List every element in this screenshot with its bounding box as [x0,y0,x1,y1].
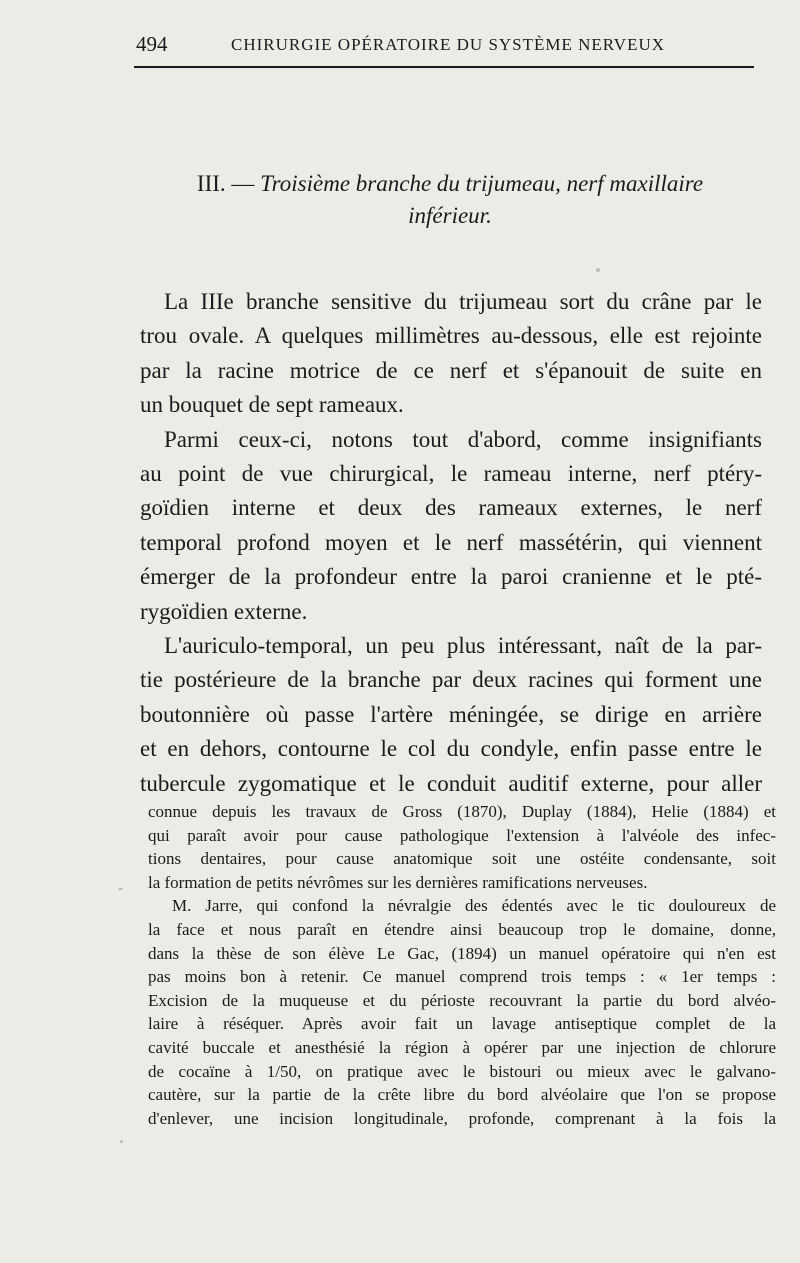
body-line: temporal profond moyen et le nerf massétérin, qui viennent [140,529,762,555]
header-rule [134,66,754,68]
footnote-line: tions dentaires, pour cause anatomique soit une ostéite condensante, soit [148,849,776,869]
footnote-line: M. Jarre, qui confond la névralgie des édentés avec le tic douloureux de [172,896,776,916]
body-line: La IIIe branche sensitive du trijumeau sort du crâne par le [164,289,762,314]
body-line: goïdien interne et deux des rameaux externes, le nerf [140,495,762,521]
footnote-line: cautère, sur la partie de la crête libre du bord alvéolaire que l'on se propose [148,1085,776,1105]
section-title-line-2: inférieur. [408,203,492,228]
section-title-line-1: Troisième branche du trijumeau, nerf maxillaire [260,171,704,196]
body-text [140,285,762,801]
body-line: tubercule zygomatique et le conduit auditif externe, pour aller [140,770,762,796]
paper-speck [120,1140,123,1143]
body-line: émerger de la profondeur entre la paroi cranienne et le pté- [140,564,762,590]
footnote-line: Excision de la muqueuse et du périoste recouvrant la partie du bord alvéo- [148,990,776,1010]
footnote-line: d'enlever, une incision longitudinale, profonde, comprenant à la fois la [148,1108,776,1128]
paper-speck [118,888,123,890]
body-line: au point de vue chirurgical, le rameau interne, nerf ptéry- [140,461,762,487]
section-heading [140,168,760,232]
footnote-line: cavité buccale et anesthésié la région à opérer par une injection de chlorure [148,1037,776,1057]
footnote-line: la formation de petits névrômes sur les dernières ramifications nerveuses. [148,872,648,892]
body-line: rygoïdien externe. [140,598,308,624]
running-title: CHIRURGIE OPÉRATOIRE DU SYSTÈME NERVEUX [231,35,666,54]
footnote-block [148,800,776,1130]
footnote-line: dans la thèse de son élève Le Gac, (1894) un manuel opératoire qui n'en est [148,943,776,963]
body-line: tie postérieure de la branche par deux racines qui forment une [140,667,762,693]
footnote-line: connue depuis les travaux de Gross (1870), Duplay (1884), Helie (1884) et [148,802,776,821]
section-number: III. — [196,171,255,196]
body-line: un bouquet de sept rameaux. [140,392,404,418]
footnote-line: la face et nous paraît en étendre ainsi beaucoup trop le domaine, donne, [148,919,776,939]
body-line: par la racine motrice de ce nerf et s'épanouit de suite en [140,357,762,383]
footnote-line: pas moins bon à retenir. Ce manuel comprend trois temps : « 1er temps : [148,967,776,987]
body-line: L'auriculo-temporal, un peu plus intéressant, naît de la par- [164,633,762,659]
footnote-line: qui paraît avoir pour cause pathologique l'extension à l'alvéole des infec- [148,825,776,845]
footnote-line: de cocaïne à 1/50, on pratique avec le bistouri ou mieux avec le galvano- [148,1061,776,1081]
body-line: et en dehors, contourne le col du condyle, enfin passe entre le [140,736,762,762]
footnote-line: laire à réséquer. Après avoir fait un lavage antiseptique complet de la [148,1014,776,1034]
body-line: Parmi ceux-ci, notons tout d'abord, comme insignifiants [164,426,762,452]
paper-speck [596,268,600,272]
running-head [136,30,756,60]
body-line: boutonnière où passe l'artère méningée, se dirige en arrière [140,701,762,727]
page-number: 494 [136,32,168,56]
body-line: trou ovale. A quelques millimètres au-dessous, elle est rejointe [140,323,762,349]
